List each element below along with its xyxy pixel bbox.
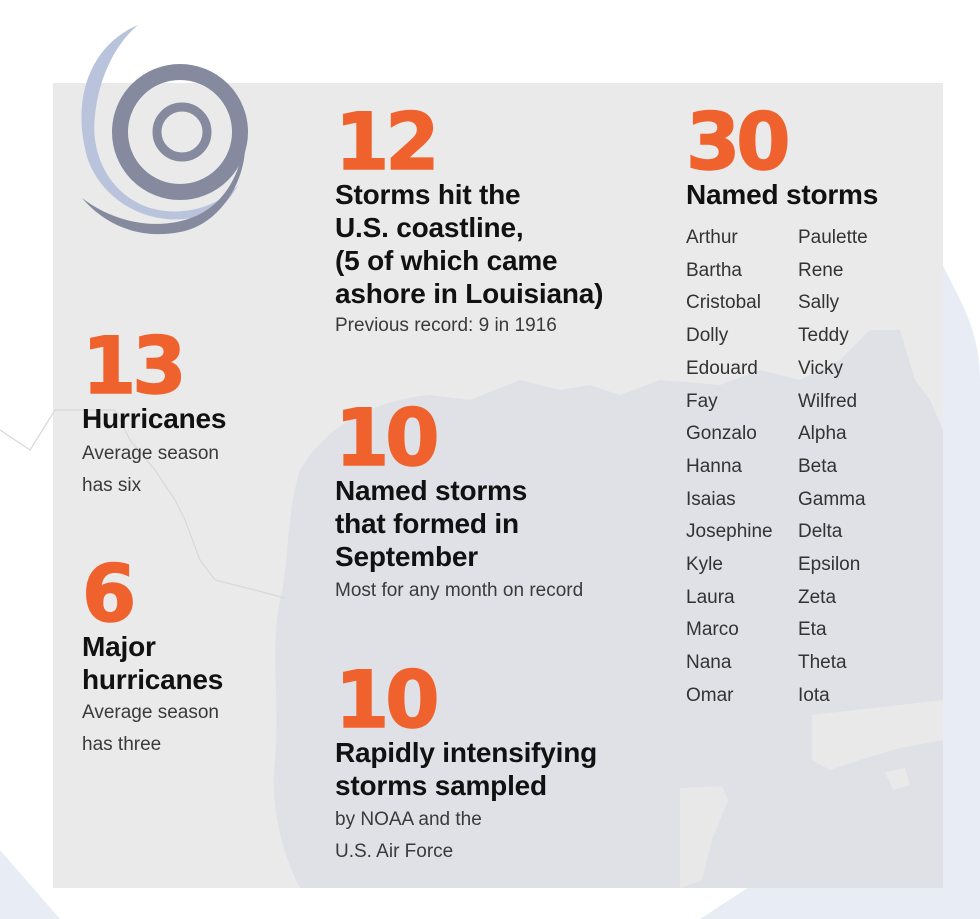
stat-major-hurricanes <box>82 550 224 761</box>
storm-name: Theta <box>798 652 847 674</box>
stat-subtext: Most for any month on record <box>335 580 584 601</box>
stat-headline: Named storms that formed in September <box>335 475 528 572</box>
storm-name: Gonzalo <box>686 423 757 445</box>
hurricane-spiral-icon <box>70 20 285 240</box>
stat-number: 10 <box>335 394 436 484</box>
storm-name: Edouard <box>686 357 758 379</box>
storm-name: Isaias <box>686 488 736 510</box>
storm-name: Beta <box>798 455 838 477</box>
storm-name: Marco <box>686 619 739 641</box>
stat-headline: Major hurricanes <box>82 631 224 695</box>
storm-name: Rene <box>798 259 844 281</box>
storm-name: Alpha <box>798 423 847 445</box>
storm-name: Paulette <box>798 227 868 248</box>
stat-headline: Rapidly intensifying storms sampled <box>335 737 598 801</box>
storm-name: Teddy <box>798 325 849 347</box>
stat-number: 30 <box>686 98 787 188</box>
stat-subtext: by NOAA and the U.S. Air Force <box>335 809 482 862</box>
storm-name: Epsilon <box>798 554 861 576</box>
storm-name: Delta <box>798 521 843 543</box>
storm-name: Eta <box>798 619 827 641</box>
stat-rapid-intensification <box>335 656 598 868</box>
storm-name: Dolly <box>686 325 729 347</box>
stat-subtext: Average season has six <box>82 443 219 496</box>
storm-name: Josephine <box>686 521 773 543</box>
stat-headline: Storms hit the U.S. coastline, (5 of which came ashore in Louisiana) <box>335 179 604 309</box>
stat-september-storms <box>335 394 584 607</box>
stat-headline: Named storms <box>686 179 879 210</box>
storm-name: Arthur <box>686 227 738 248</box>
stat-number: 13 <box>82 322 183 412</box>
storm-name: Omar <box>686 684 734 706</box>
storm-name: Vicky <box>798 357 844 379</box>
storm-name: Iota <box>798 684 830 706</box>
stat-coastline <box>335 98 604 342</box>
storm-name: Kyle <box>686 554 723 576</box>
storm-name: Hanna <box>686 455 742 477</box>
storm-name-list <box>686 222 918 713</box>
stat-named-storms-total <box>686 98 879 211</box>
stat-headline: Hurricanes <box>82 403 227 434</box>
stat-subtext: Average season has three <box>82 702 219 755</box>
storm-name: Cristobal <box>686 292 761 314</box>
storm-name: Bartha <box>686 259 742 281</box>
storm-name: Laura <box>686 586 735 608</box>
stat-number: 12 <box>335 98 436 188</box>
storm-name: Zeta <box>798 586 837 608</box>
storm-name: Sally <box>798 292 840 314</box>
stat-number: 6 <box>82 550 133 640</box>
stat-number: 10 <box>335 656 436 746</box>
stat-hurricanes <box>82 322 227 502</box>
storm-name: Gamma <box>798 488 866 510</box>
storm-name: Fay <box>686 390 718 412</box>
storm-name: Wilfred <box>798 390 858 412</box>
storm-name: Nana <box>686 652 732 674</box>
stat-subtext: Previous record: 9 in 1916 <box>335 315 557 336</box>
